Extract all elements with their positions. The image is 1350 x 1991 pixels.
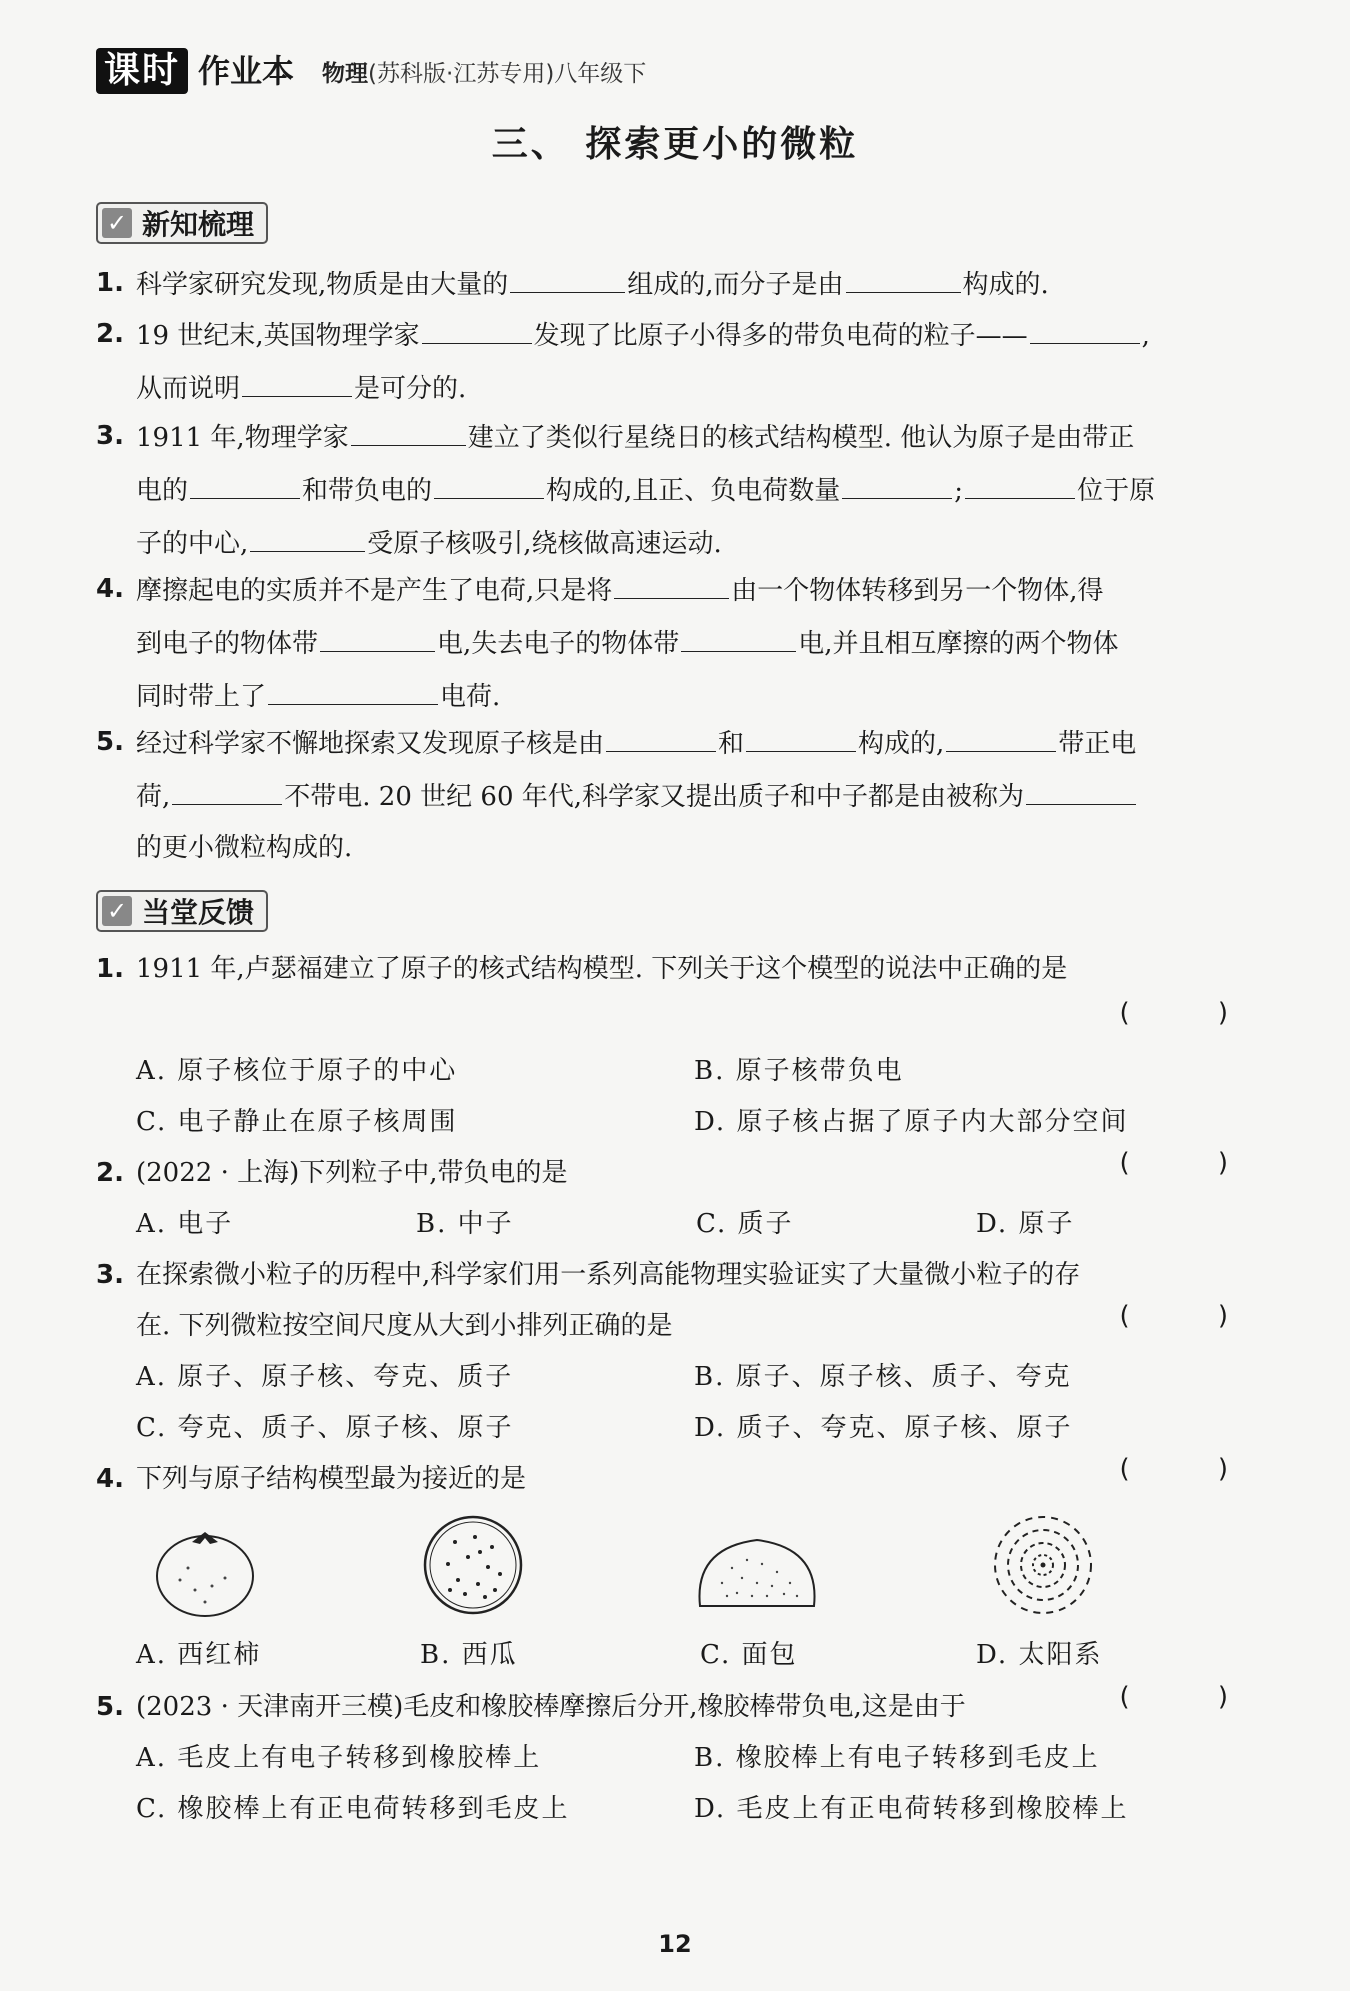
text: 位于原 [1077,476,1156,506]
text: 和 [718,729,745,759]
answer-bracket[interactable]: ( ) [1119,1301,1268,1331]
text: 构成的, [858,729,945,759]
subject-name: 物理 [322,61,369,87]
option-d[interactable]: D. 原子 [976,1209,1075,1239]
fill-question-4 [96,564,1276,723]
answer-blank[interactable] [614,564,729,599]
question-number: 3. [96,1260,124,1290]
choice-question-1 [96,944,1276,995]
question-number: 4. [96,574,124,604]
answer-blank[interactable] [746,717,856,752]
text: 到电子的物体带 [136,629,319,659]
question-stem: (2022 · 上海)下列粒子中,带负电的是 [136,1158,568,1188]
answer-blank[interactable] [510,258,625,293]
option-a[interactable]: A. 原子核位于原子的中心 [136,1056,458,1086]
fill-question-5 [96,717,1276,874]
text: 从而说明 [136,374,241,404]
question-number: 3. [96,421,124,451]
fill-question-2 [96,309,1276,415]
option-c[interactable]: C. 电子静止在原子核周围 [136,1107,458,1137]
question-number: 5. [96,727,124,757]
answer-blank[interactable] [422,309,532,344]
answer-blank[interactable] [842,464,952,499]
question-number: 1. [96,268,124,298]
option-a[interactable]: A. 毛皮上有电子转移到橡胶棒上 [136,1743,542,1773]
answer-bracket[interactable]: ( ) [1119,1454,1268,1484]
page-number: 12 [658,1930,692,1958]
text: 组成的,而分子是由 [627,270,844,300]
option-b[interactable]: B. 中子 [416,1209,514,1239]
option-b[interactable]: B. 原子、原子核、质子、夸克 [694,1362,1072,1392]
solar-system-icon [990,1512,1096,1618]
text: 电,失去电子的物体带 [437,629,680,659]
question-stem: (2023 · 天津南开三模)毛皮和橡胶棒摩擦后分开,橡胶棒带负电,这是由于 [136,1692,966,1722]
answer-blank[interactable] [190,464,300,499]
text: 建立了类似行星绕日的核式结构模型. 他认为原子是由带正 [467,423,1135,453]
question-number: 4. [96,1464,124,1494]
answer-blank[interactable] [1030,309,1140,344]
section-label: 新知梳理 [142,208,255,241]
option-a[interactable]: A. 原子、原子核、夸克、质子 [136,1362,514,1392]
checkmark-icon: ✓ [102,896,132,926]
answer-blank[interactable] [320,617,435,652]
page-title: 三、 探索更小的微粒 [491,124,859,165]
answer-blank[interactable] [250,517,365,552]
watermelon-icon [420,1512,526,1618]
answer-blank[interactable] [242,362,352,397]
text: 科学家研究发现,物质是由大量的 [136,270,509,300]
text: 电荷. [440,682,501,712]
text: 不带电. 20 世纪 60 年代,科学家又提出质子和中子都是由被称为 [284,782,1025,812]
question-stem: 下列与原子结构模型最为接近的是 [136,1464,527,1494]
text: 构成的,且正、负电荷数量 [546,476,841,506]
subject-line [322,54,646,94]
text: 1911 年,物理学家 [136,423,349,453]
answer-blank[interactable] [946,717,1056,752]
text: 和带负电的 [302,476,433,506]
brand-name: 作业本 [198,52,295,90]
question-stem: 在探索微小粒子的历程中,科学家们用一系列高能物理实验证实了大量微小粒子的存 [136,1260,1081,1290]
option-b[interactable]: B. 西瓜 [420,1640,518,1670]
choice-question-2 [96,1148,1276,1199]
answer-blank[interactable] [268,670,438,705]
text: 经过科学家不懈地探索又发现原子核是由 [136,729,605,759]
text: 电的 [136,476,189,506]
fill-question-1 [96,258,1276,311]
answer-blank[interactable] [351,411,466,446]
text: 带正电 [1058,729,1137,759]
text: 发现了比原子小得多的带负电荷的粒子—— [533,321,1028,351]
text: 的更小微粒构成的. [136,833,353,863]
question-number: 2. [96,1158,124,1188]
text: 子的中心, [136,529,249,559]
choice-question-3 [96,1250,1276,1352]
option-b[interactable]: B. 橡胶棒上有电子转移到毛皮上 [694,1743,1100,1773]
answer-blank[interactable] [846,258,961,293]
text: 19 世纪末,英国物理学家 [136,321,420,351]
checkmark-icon: ✓ [102,208,132,238]
answer-bracket[interactable]: ( ) [1119,1148,1268,1178]
answer-bracket[interactable]: ( ) [1119,1682,1268,1712]
option-c[interactable]: C. 面包 [700,1640,798,1670]
answer-blank[interactable] [172,770,282,805]
answer-blank[interactable] [681,617,796,652]
option-d[interactable]: D. 太阳系 [976,1640,1103,1670]
text: 构成的. [962,270,1049,300]
option-c[interactable]: C. 橡胶棒上有正电荷转移到毛皮上 [136,1794,570,1824]
question-number: 5. [96,1692,124,1722]
text: 受原子核吸引,绕核做高速运动. [367,529,722,559]
option-a[interactable]: A. 西红柿 [136,1640,262,1670]
answer-blank[interactable] [434,464,544,499]
choice-question-4 [96,1454,1276,1505]
question-stem: 1911 年,卢瑟福建立了原子的核式结构模型. 下列关于这个模型的说法中正确的是 [136,954,1068,984]
option-d[interactable]: D. 毛皮上有正电荷转移到橡胶棒上 [694,1794,1129,1824]
option-a[interactable]: A. 电子 [136,1209,234,1239]
text: 由一个物体转移到另一个物体,得 [731,576,1104,606]
question-number: 1. [96,954,124,984]
section-new-knowledge [96,202,268,244]
choice-question-5 [96,1682,1276,1733]
fill-question-3 [96,411,1276,570]
header [96,42,646,94]
answer-blank[interactable] [965,464,1075,499]
option-d[interactable]: D. 原子核占据了原子内大部分空间 [694,1107,1129,1137]
text: 同时带上了 [136,682,267,712]
tomato-icon [150,1520,260,1620]
option-c[interactable]: C. 夸克、质子、原子核、原子 [136,1413,514,1443]
answer-blank[interactable] [1026,770,1136,805]
text: ; [954,476,964,506]
question-stem: 在. 下列微粒按空间尺度从大到小排列正确的是 [136,1311,673,1341]
bread-icon [692,1528,822,1618]
answer-blank[interactable] [606,717,716,752]
text: 电,并且相互摩擦的两个物体 [798,629,1119,659]
option-d[interactable]: D. 质子、夸克、原子核、原子 [694,1413,1073,1443]
section-label: 当堂反馈 [142,896,255,929]
answer-bracket[interactable]: ( ) [1119,998,1268,1028]
section-feedback [96,890,268,932]
option-c[interactable]: C. 质子 [696,1209,794,1239]
subject-edition: (苏科版·江苏专用)八年级下 [368,61,647,87]
text: 摩擦起电的实质并不是产生了电荷,只是将 [136,576,613,606]
text: , [1141,321,1150,351]
text: 荷, [136,782,171,812]
option-b[interactable]: B. 原子核带负电 [694,1056,904,1086]
question-number: 2. [96,319,124,349]
text: 是可分的. [354,374,467,404]
brand-logo: 课时 [96,48,188,94]
